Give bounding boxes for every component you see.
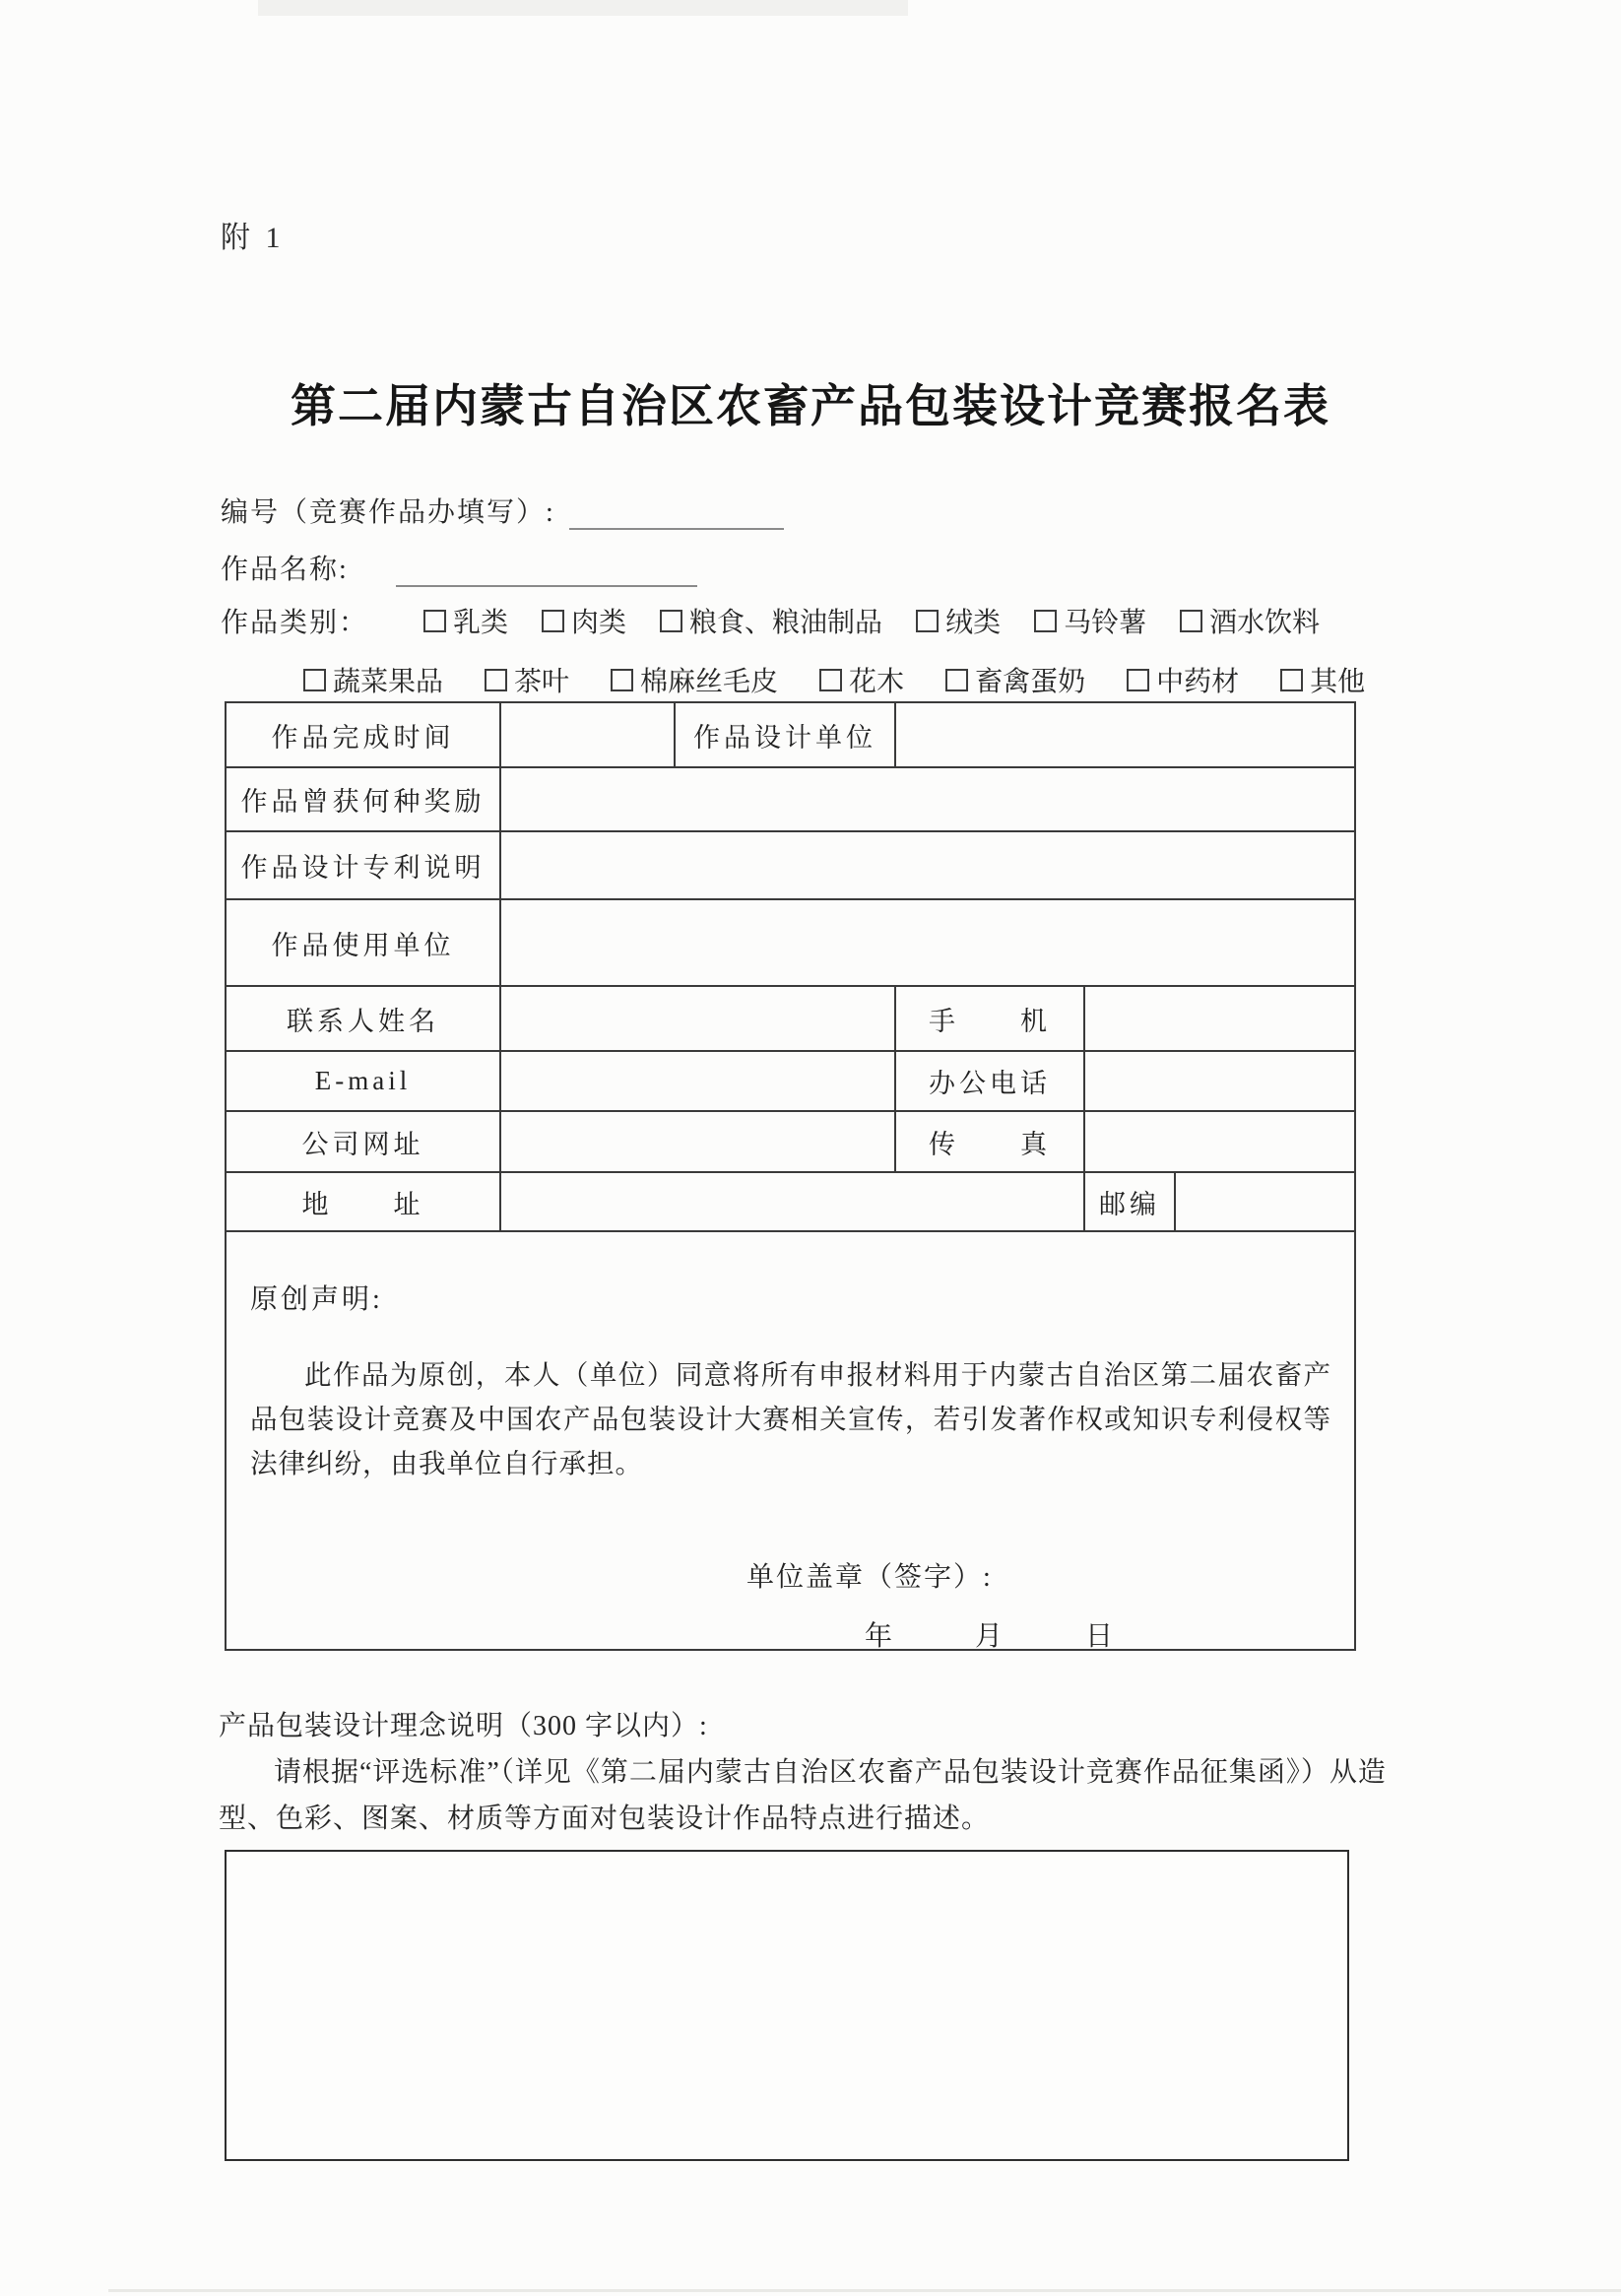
checkbox-icon[interactable] [1280, 669, 1303, 691]
work-name-label: 作品名称: [221, 555, 349, 585]
patent-label: 作品设计专利说明 [226, 831, 500, 899]
checkbox-icon[interactable] [542, 610, 564, 632]
design-unit-input[interactable] [895, 702, 1355, 767]
checkbox-icon[interactable] [1034, 610, 1057, 632]
mobile-label: 手 机 [895, 986, 1084, 1051]
entry-number-line [221, 491, 784, 530]
address-input[interactable] [500, 1172, 1084, 1231]
address-label: 地 址 [226, 1172, 500, 1231]
seal-signature-label: 单位盖章（签字）: [746, 1562, 993, 1593]
declaration-content [227, 1232, 1354, 1652]
declaration-cell [226, 1231, 1355, 1650]
checkbox-icon[interactable] [916, 610, 939, 632]
category-option-tea[interactable]: 茶叶 [485, 660, 569, 699]
checkbox-icon[interactable] [1180, 610, 1202, 632]
table-row [226, 1051, 1355, 1111]
design-unit-label: 作品设计单位 [675, 702, 895, 767]
email-input[interactable] [500, 1051, 895, 1111]
category-option-grain[interactable]: 粮食、粮油制品 [660, 601, 882, 640]
date-line: 年 月 日 [865, 1621, 1114, 1652]
completion-time-label: 作品完成时间 [226, 702, 500, 767]
fax-input[interactable] [1084, 1111, 1355, 1172]
category-option-vegetable-fruit[interactable]: 蔬菜果品 [303, 660, 443, 699]
awards-input[interactable] [500, 767, 1355, 831]
completion-time-input[interactable] [500, 702, 675, 767]
declaration-row [226, 1231, 1355, 1650]
contact-name-label: 联系人姓名 [226, 986, 500, 1051]
checkbox-icon[interactable] [423, 610, 446, 632]
website-label: 公司网址 [226, 1111, 500, 1172]
entry-number-label: 编号（竞赛作品办填写）: [221, 497, 555, 528]
work-name-line [221, 548, 697, 587]
declaration-body: 此作品为原创，本人（单位）同意将所有申报材料用于内蒙古自治区第二届农畜产品包装设计竞赛及中国农产品包装设计大赛相关宣传，若引发著作权或知识专利侵权等法律纠纷，由我单位自行承担。 [250, 1359, 1331, 1478]
table-row [226, 767, 1355, 831]
work-name-input[interactable] [396, 554, 697, 587]
table-row [226, 1111, 1355, 1172]
checkbox-icon[interactable] [303, 669, 326, 691]
checkbox-icon[interactable] [819, 669, 842, 691]
category-row-2 [303, 660, 1365, 699]
concept-instructions: 请根据“评选标准”（详见《第二届内蒙古自治区农畜产品包装设计竞赛作品征集函》）从造型、色彩、图案、材质等方面对包装设计作品特点进行描述。 [219, 1757, 1387, 1834]
awards-label: 作品曾获何种奖励 [226, 767, 500, 831]
concept-heading: 产品包装设计理念说明（300 字以内）: [219, 1711, 708, 1741]
user-unit-input[interactable] [500, 899, 1355, 986]
checkbox-icon[interactable] [660, 610, 682, 632]
entry-number-input[interactable] [569, 496, 784, 530]
category-option-cotton-silk[interactable]: 棉麻丝毛皮 [611, 660, 778, 699]
checkbox-icon[interactable] [945, 669, 968, 691]
postcode-input[interactable] [1175, 1172, 1355, 1231]
contact-name-input[interactable] [500, 986, 895, 1051]
postcode-label: 邮编 [1084, 1172, 1175, 1231]
page-title: 第二届内蒙古自治区农畜产品包装设计竞赛报名表 [291, 381, 1330, 431]
checkbox-icon[interactable] [611, 669, 633, 691]
checkbox-icon[interactable] [485, 669, 507, 691]
category-option-dairy[interactable]: 乳类 [423, 601, 508, 640]
category-option-beverage[interactable]: 酒水饮料 [1180, 601, 1320, 640]
mobile-input[interactable] [1084, 986, 1355, 1051]
category-option-other[interactable]: 其他 [1280, 660, 1365, 699]
category-option-flowers[interactable]: 花木 [819, 660, 904, 699]
patent-input[interactable] [500, 831, 1355, 899]
category-option-herbs[interactable]: 中药材 [1127, 660, 1239, 699]
declaration-heading: 原创声明: [250, 1284, 383, 1315]
office-phone-label: 办公电话 [895, 1051, 1084, 1111]
category-option-meat[interactable]: 肉类 [542, 601, 626, 640]
concept-text-box[interactable] [225, 1850, 1349, 2161]
table-row [226, 831, 1355, 899]
website-input[interactable] [500, 1111, 895, 1172]
registration-table [225, 701, 1356, 1651]
category-option-livestock-eggs-milk[interactable]: 畜禽蛋奶 [945, 660, 1085, 699]
attachment-label: 附 1 [221, 222, 285, 254]
scan-artifact-bottom [108, 2289, 1621, 2292]
category-option-potato[interactable]: 马铃薯 [1034, 601, 1146, 640]
fax-label: 传 真 [895, 1111, 1084, 1172]
table-row [226, 1172, 1355, 1231]
scan-artifact-top [258, 0, 908, 16]
table-row [226, 986, 1355, 1051]
category-row-1 [221, 601, 1320, 640]
office-phone-input[interactable] [1084, 1051, 1355, 1111]
table-row [226, 702, 1355, 767]
checkbox-icon[interactable] [1127, 669, 1149, 691]
category-label: 作品类别： [221, 608, 369, 638]
user-unit-label: 作品使用单位 [226, 899, 500, 986]
table-row [226, 899, 1355, 986]
email-label: E-mail [226, 1051, 500, 1111]
category-option-cashmere[interactable]: 绒类 [916, 601, 1001, 640]
